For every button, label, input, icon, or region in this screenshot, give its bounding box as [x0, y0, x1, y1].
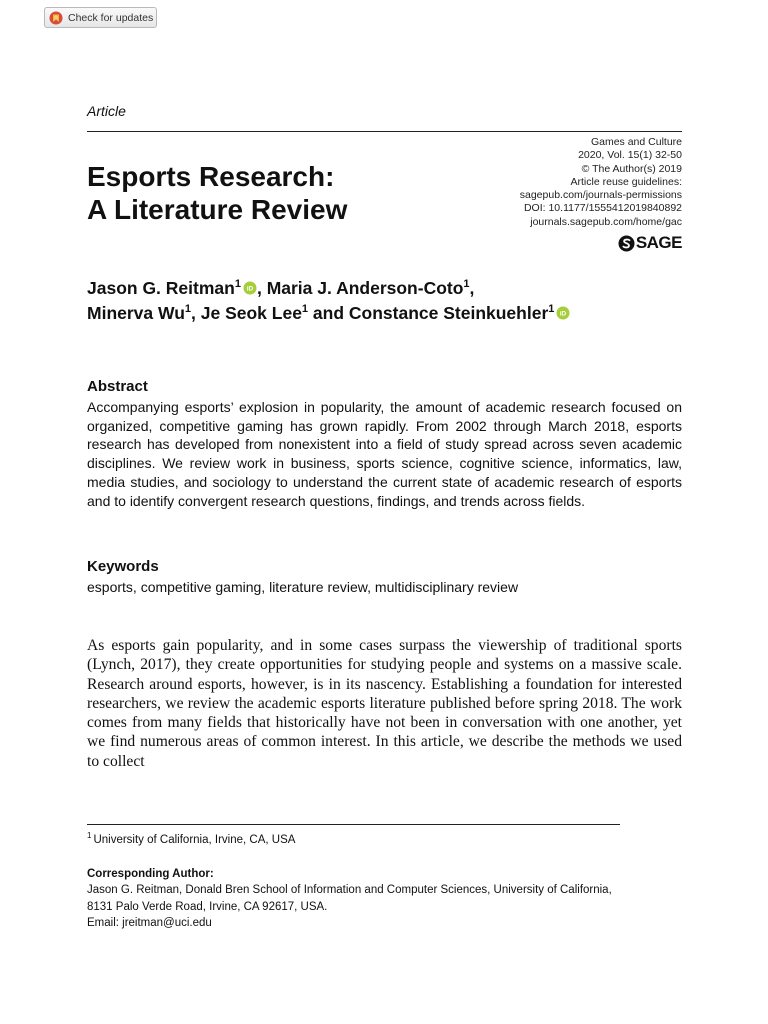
affiliation-footnote: [87, 831, 296, 846]
affiliation-marker: 1: [184, 303, 192, 315]
corresponding-author-label: Corresponding Author:: [87, 868, 214, 880]
orcid-icon[interactable]: [243, 277, 257, 301]
author-list: [87, 276, 687, 326]
keywords-text: esports, competitive gaming, literature review, multidisciplinary review: [87, 579, 519, 595]
author-separator: ,: [191, 303, 201, 323]
article-title: [87, 160, 347, 226]
journal-home-link[interactable]: journals.sagepub.com/home/gac: [530, 215, 682, 228]
check-for-updates-button[interactable]: [44, 7, 157, 28]
reuse-guidelines-label: Article reuse guidelines:: [570, 175, 682, 188]
corresponding-author-block: [87, 866, 687, 931]
affiliation-marker: 1: [234, 278, 241, 290]
sage-logo: [618, 233, 682, 253]
author-name: Constance Steinkuehler: [348, 303, 549, 323]
author-separator: and: [308, 303, 349, 323]
keywords-heading: Keywords: [87, 558, 159, 575]
author-separator: ,: [256, 278, 267, 298]
journal-metadata: [520, 136, 682, 229]
title-line-2: A Literature Review: [87, 194, 348, 225]
author-name: Maria J. Anderson-Coto: [266, 278, 464, 298]
author-separator: ,: [469, 278, 475, 298]
svg-text:iD: iD: [560, 310, 567, 318]
article-type-label: Article: [87, 103, 126, 119]
affiliation-text: University of California, Irvine, CA, USA: [93, 834, 296, 846]
copyright-line: © The Author(s) 2019: [581, 162, 682, 175]
check-for-updates-icon: [49, 11, 63, 25]
corresponding-author-email[interactable]: Email: jreitman@uci.edu: [87, 916, 212, 929]
doi-line[interactable]: DOI: 10.1177/1555412019840892: [523, 202, 682, 215]
sage-s-icon: [618, 235, 635, 252]
abstract-heading: Abstract: [87, 378, 148, 395]
title-line-1: Esports Research:: [87, 161, 335, 192]
author-name: Je Seok Lee: [200, 303, 302, 323]
footnote-rule: [87, 824, 620, 825]
affiliation-number: 1: [87, 831, 92, 840]
svg-text:iD: iD: [246, 285, 254, 293]
corresponding-author-line: Jason G. Reitman, Donald Bren School of Information and Computer Sciences, University of California,: [87, 884, 612, 897]
journal-issue: 2020, Vol. 15(1) 32-50: [578, 149, 682, 162]
affiliation-marker: 1: [548, 303, 555, 315]
author-name: Jason G. Reitman: [87, 278, 235, 298]
sage-wordmark: SAGE: [635, 233, 682, 252]
author-name: Minerva Wu: [87, 303, 185, 323]
orcid-icon[interactable]: [556, 302, 570, 326]
permissions-link[interactable]: sagepub.com/journals-permissions: [519, 189, 682, 202]
header-rule: [87, 131, 682, 132]
affiliation-marker: 1: [463, 278, 470, 290]
abstract-text: Accompanying esports’ explosion in popularity, the amount of academic research focused on organized, competitive gaming has grown rapidly. From 2002 through March 2018, esports research has developed from nonexistent into a field of study spread across seven academic disciplines. We review work in business, sports science, cognitive science, informatics, law, media studies, and sociology to understand the current state of academic research of esports and to identify convergent research questions, findings, and trends across fields.: [87, 399, 682, 509]
check-for-updates-label: Check for updates: [68, 11, 154, 24]
affiliation-marker: 1: [301, 303, 309, 315]
body-paragraph: As esports gain popularity, and in some cases surpass the viewership of traditional sports (Lynch, 2017), they create opportunities for studying people and systems on a massive scale. Research around esports, however, is in its nascency. Establishing a foundation for interested researchers, we review the academic esports literature published before spring 2018. The work comes from many fields that historically have not been in conversation with one another, yet we find numerous areas of common interest. In this article, we describe the methods we used to collect: [87, 637, 682, 770]
corresponding-author-line: 8131 Palo Verde Road, Irvine, CA 92617, USA.: [87, 900, 328, 913]
journal-name: Games and Culture: [590, 136, 682, 148]
